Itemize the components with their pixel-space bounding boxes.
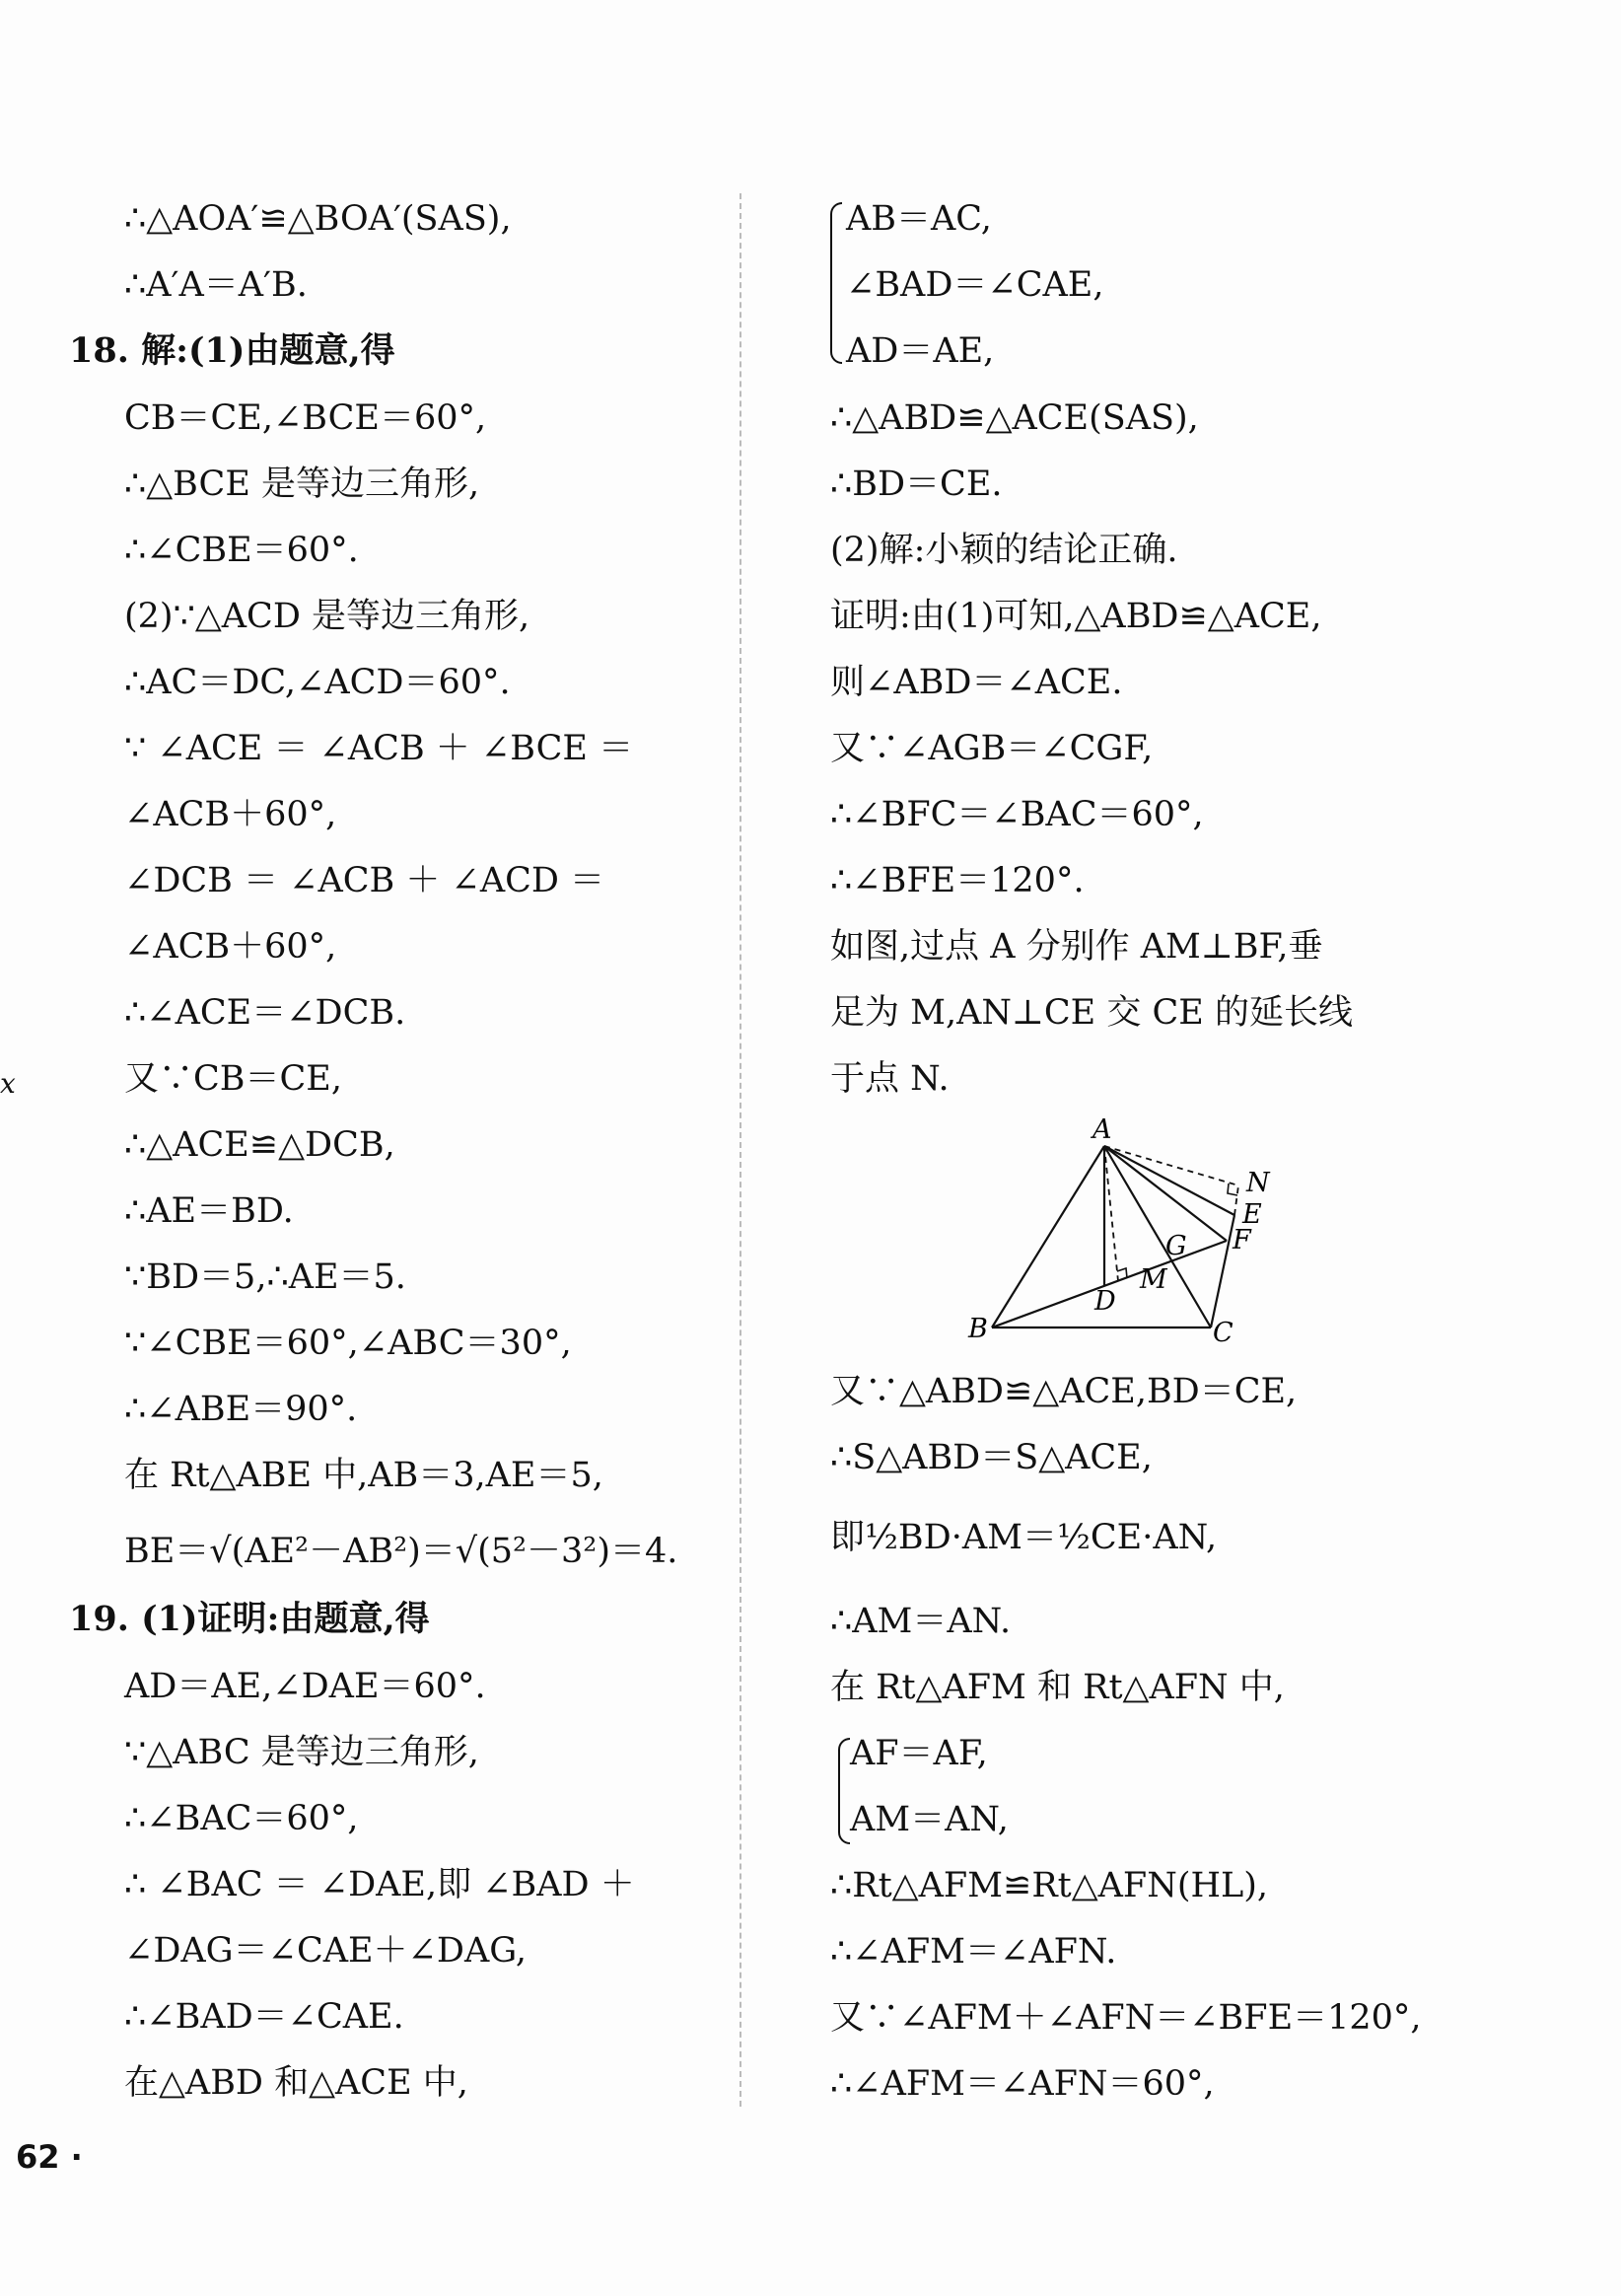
label-d: D <box>1094 1286 1116 1317</box>
text-line: BE＝√(AE²－AB²)＝√(5²－3²)＝4. <box>124 1532 678 1571</box>
text-line: ∴∠CBE＝60°. <box>124 531 359 570</box>
text-line: 又∵∠AGB＝∠CGF, <box>830 729 1154 768</box>
label-e: E <box>1242 1199 1262 1230</box>
text-line: (2)∵△ACD 是等边三角形, <box>124 597 530 636</box>
text-line: ∠DAG＝∠CAE＋∠DAG, <box>124 1931 528 1971</box>
text-line: 在△ABD 和△ACE 中, <box>124 2063 468 2103</box>
text-line: ∴AE＝BD. <box>124 1191 294 1231</box>
text-line: ∴AM＝AN. <box>830 1602 1012 1641</box>
column-divider <box>740 193 741 2107</box>
text-line: ∴A′A＝A′B. <box>124 265 308 305</box>
text-line: 如图,过点 A 分别作 AM⊥BF,垂 <box>830 927 1323 967</box>
segment-af <box>1104 1146 1227 1241</box>
text-line: (2)解:小颖的结论正确. <box>830 531 1178 570</box>
text-line: ∴AC＝DC,∠ACD＝60°. <box>124 663 511 702</box>
text-line: ∵∠CBE＝60°,∠ABC＝30°, <box>124 1324 572 1363</box>
margin-mark: x <box>0 1067 16 1100</box>
text-line: 足为 M,AN⊥CE 交 CE 的延长线 <box>830 993 1353 1033</box>
brace-symbol <box>830 202 842 364</box>
text-line: AM＝AN, <box>850 1800 1009 1839</box>
text-line: ∴∠BFC＝∠BAC＝60°, <box>830 795 1204 834</box>
text-line: ∵△ABC 是等边三角形, <box>124 1733 479 1772</box>
problem-18-heading: 18. 解:(1)由题意,得 <box>69 330 395 371</box>
text-line: ∠BAD＝∠CAE, <box>846 265 1104 305</box>
text-line: AD＝AE,∠DAE＝60°. <box>124 1667 486 1706</box>
text-line: ∴△BCE 是等边三角形, <box>124 465 480 504</box>
text-line: ∴∠ACE＝∠DCB. <box>124 993 406 1033</box>
text-line: ∴Rt△AFM≌Rt△AFN(HL), <box>830 1866 1269 1905</box>
text-line: ∴△ABD≌△ACE(SAS), <box>830 398 1199 438</box>
text-line: ∴∠BAC＝60°, <box>124 1799 359 1838</box>
text-line: ∴△AOA′≌△BOA′(SAS), <box>124 199 512 239</box>
text-line: ∴∠ABE＝90°. <box>124 1390 358 1429</box>
segment-ab <box>992 1146 1104 1327</box>
text-line: 则∠ABD＝∠ACE. <box>830 663 1123 702</box>
text-line: ∴S△ABD＝S△ACE, <box>830 1438 1153 1477</box>
label-m: M <box>1140 1264 1167 1295</box>
text-line: ∴∠BFE＝120°. <box>830 861 1085 900</box>
text-line: ∴∠AFM＝∠AFN. <box>830 1932 1117 1972</box>
text-line: 在 Rt△ABE 中,AB＝3,AE＝5, <box>124 1456 603 1495</box>
page-number: 62 · <box>16 2138 83 2176</box>
text-line: ∠DCB ＝ ∠ACB ＋ ∠ACD ＝ <box>124 861 605 900</box>
problem-19-heading: 19. (1)证明:由题意,得 <box>69 1599 430 1639</box>
label-a: A <box>1092 1114 1112 1145</box>
geometry-figure <box>947 1105 1282 1351</box>
brace-symbol <box>838 1738 850 1844</box>
text-line: ∴∠BAD＝∠CAE. <box>124 1997 404 2037</box>
text-line: 又∵△ABD≌△ACE,BD＝CE, <box>830 1372 1298 1411</box>
text-line: ∵ ∠ACE ＝ ∠ACB ＋ ∠BCE ＝ <box>124 729 634 768</box>
text-line: CB＝CE,∠BCE＝60°, <box>124 398 487 438</box>
text-line: AF＝AF, <box>850 1734 988 1773</box>
text-line: ∵BD＝5,∴AE＝5. <box>124 1257 406 1297</box>
label-c: C <box>1213 1318 1233 1348</box>
text-line: 在 Rt△AFM 和 Rt△AFN 中, <box>830 1668 1285 1707</box>
right-angle-mark-m <box>1117 1268 1127 1278</box>
text-line: 即½BD·AM＝½CE·AN, <box>830 1518 1218 1557</box>
text-line: ∴∠AFM＝∠AFN＝60°, <box>830 2064 1215 2104</box>
text-line: AD＝AE, <box>846 331 995 371</box>
label-f: F <box>1233 1225 1251 1256</box>
text-line: ∴ ∠BAC ＝ ∠DAE,即 ∠BAD ＋ <box>124 1865 635 1904</box>
text-line: ∴BD＝CE. <box>830 465 1003 504</box>
text-line: ∠ACB＋60°, <box>124 795 337 834</box>
label-n: N <box>1246 1168 1270 1198</box>
text-line: ∠ACB＋60°, <box>124 927 337 967</box>
label-b: B <box>968 1314 988 1344</box>
right-angle-mark-n <box>1228 1184 1237 1195</box>
text-line: 证明:由(1)可知,△ABD≌△ACE, <box>830 597 1322 636</box>
label-g: G <box>1165 1231 1187 1261</box>
text-line: 又∵CB＝CE, <box>124 1059 342 1099</box>
text-line: ∴△ACE≌△DCB, <box>124 1125 395 1165</box>
text-line: 又∵∠AFM＋∠AFN＝∠BFE＝120°, <box>830 1998 1422 2038</box>
segment-en <box>1234 1185 1238 1215</box>
text-line: 于点 N. <box>830 1059 950 1099</box>
text-line: AB＝AC, <box>846 199 992 239</box>
